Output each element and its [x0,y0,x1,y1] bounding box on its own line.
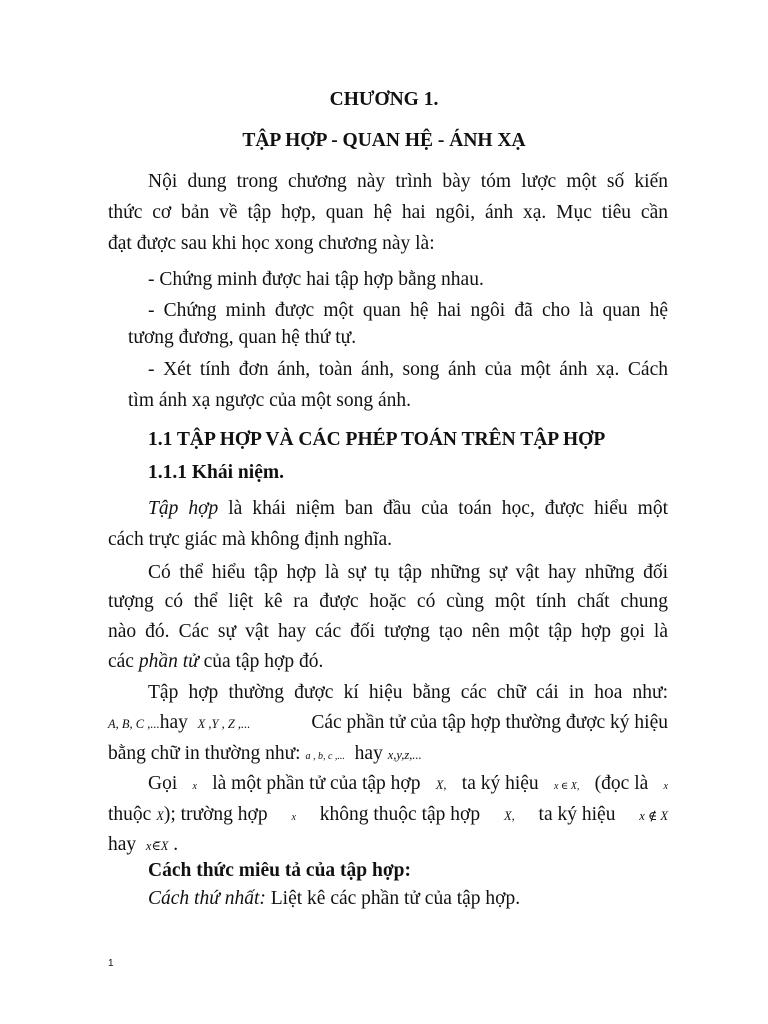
para3-line-2 [108,711,668,736]
term-phan-tu: phần tử [138,651,199,672]
math-x-in-X: x ∈ X, [553,781,580,792]
math-x-1: x [192,781,197,792]
math-X-1: X, [435,778,447,792]
math-abc: a , b, c ,... [305,751,345,762]
intro-line-3: đạt được sau khi học xong chương này là: [108,233,435,254]
math-x-3: x [291,812,296,823]
para4-ky-hieu-2: ta ký hiệu [538,804,616,825]
para2-line-1: Có thể hiểu tập hợp là sự tụ tập những sự vật hay những đối [148,562,668,583]
methods-first [148,887,520,911]
para4-line-2 [108,803,668,830]
para4-line-1 [148,772,668,799]
objective-1: - Chứng minh được hai tập hợp bằng nhau. [148,269,484,290]
objective-3-line-2: tìm ánh xạ ngược của một song ánh. [128,390,411,411]
para3-line-3 [108,742,422,769]
section-heading: 1.1 TẬP HỢP VÀ CÁC PHÉP TOÁN TRÊN TẬP HỢP [148,429,606,450]
para4-period: . [173,834,179,855]
para4-phan-tu: là một phần tử của tập hợp [212,773,421,794]
term-tap-hop: Tập hợp [148,498,219,519]
para4-line-3 [108,833,178,858]
math-X-2: X [156,809,164,823]
math-XYZ: X ,Y , Z ,... [197,717,251,731]
chapter-number: CHƯƠNG 1. [329,89,439,110]
para4-khong-thuoc: không thuộc tập hợp [319,804,481,825]
math-X-3: X, [503,809,515,823]
methods-heading: Cách thức miêu tả của tập hợp: [148,860,412,881]
word-hay: hay [159,712,188,733]
para2-line-2: tượng có thể liệt kê ra được hoặc có cùng một tính chất chung [108,591,668,612]
para1-line-1 [148,497,668,521]
subsection-heading: 1.1.1 Khái niệm. [148,462,284,483]
para4-ky-hieu: ta ký hiệu [461,773,539,794]
math-x-notin-X-2: x∈̅X [145,839,169,853]
math-x-notin-X: x ∉ X [639,809,668,823]
para4-thuoc: thuộc [108,804,152,825]
methods-first-text: Liệt kê các phần tử của tập hợp. [270,888,521,909]
para4-goi: Gọi [148,773,178,794]
word-hay-2: hay [354,743,383,764]
page-number: 1 [108,958,114,969]
objective-2-line-1: - Chứng minh được một quan hệ hai ngôi đã cho là quan hệ [148,300,668,321]
para3-line-3-pre: bằng chữ in thường như: [108,743,301,764]
objective-3-line-1: - Xét tính đơn ánh, toàn ánh, song ánh của một ánh xạ. Cách [148,359,668,380]
objective-2-line-2: tương đương, quan hệ thứ tự. [128,327,357,348]
intro-line-2: thức cơ bản về tập hợp, quan hệ hai ngôi, ánh xạ. Mục tiêu cần [108,202,668,223]
chapter-title: TẬP HỢP - QUAN HỆ - ÁNH XẠ [242,130,526,151]
para2-line-4-pre: các [108,651,134,672]
para2-line-4 [108,650,323,674]
para2-line-4-post: của tập hợp đó. [203,651,324,672]
para1-line-1-rest: là khái niệm ban đầu của toán học, được hiểu một [228,498,668,519]
para3-line-2-rest: Các phần tử của tập hợp thường được ký hiệu [311,712,668,733]
math-x-2: x [663,781,668,792]
intro-line-1: Nội dung trong chương này trình bày tóm lược một số kiến [148,171,668,192]
para4-doc-la: (đọc là [594,773,649,794]
para4-truong-hop: ); trường hợp [163,804,268,825]
methods-first-label: Cách thứ nhất: [148,888,266,909]
para2-line-3: nào đó. Các sự vật hay các đối tượng tạo nên một tập hợp gọi là [108,621,668,642]
para1-line-2: cách trực giác mà không định nghĩa. [108,529,393,550]
para3-line-1: Tập hợp thường được kí hiệu bằng các chữ cái in hoa như: [148,682,668,703]
math-ABC: A, B, C ,... [108,717,160,731]
para4-hay: hay [108,834,137,855]
math-xyz: x,y,z,... [387,748,422,762]
